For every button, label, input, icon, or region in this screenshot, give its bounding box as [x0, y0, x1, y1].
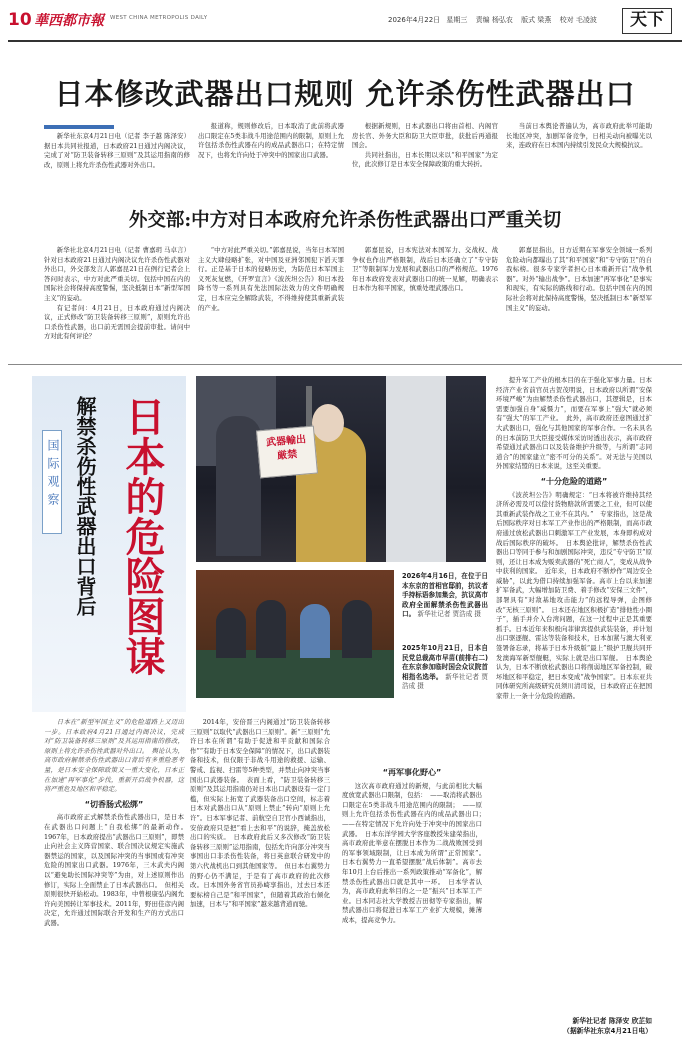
proofreader: 校对 毛凌波 — [559, 16, 597, 24]
feature-tag — [42, 430, 62, 534]
feature-text-a: 高市政府正式解禁杀伤性武器出口，是日本在武器出口问题上“自我松绑”的最新动作。 1967年，日本政府提出“武器出口三原则”，即禁止向社会主义阵营国家、联合国决议规定实施武器禁运的国家，以及国际冲突的当事国或有冲突危险的国家出口武器。1976年，三木武夫内阁以“避免助长国际冲突等”为由，对上述原则作出修订，实际上全面禁止了日本武器出口。 但相关原则很快开始松动。1983年，中曾根康弘内阁允许向美国转让军事技术。2011年，野田佳彦内阁决定，允许通过国际联合开发和生产的方式出口武器。 — [44, 813, 191, 927]
page-header — [0, 0, 690, 44]
feature-col3 — [342, 718, 489, 1044]
feature-title-box — [32, 376, 186, 712]
story1-para2: 报道称，规则修改后，日本取消了此前将武器出口限定在5类非战斗用途范围内的限制，原则上允许包括杀伤性武器在内的成品武器出口；在特定情况下，也将允许向处于冲突中的国家出口武器。 — [198, 122, 344, 159]
story1-para3: 根据新规则，日本武器出口将由首相、内阁官房长官、外务大臣和防卫大臣审批，获批后再通报国会。 — [352, 122, 498, 150]
story1-col1 — [44, 132, 190, 198]
feature-byline — [496, 1016, 652, 1036]
story2-para5: 郭嘉昆指出，日方近期在军事安全领域一系列危险动向都曝出了其“和平国家”和“专守防卫”的自我标榜。很多专家学者担心日本重新开启“战争机器”。对外“输出战争”。日本加速“再军事化”是事实和现实，有实际的路线和行动。包括中国在内的国际社会将对此保持高度警惕，坚决抵制日本“新型军国主义”的妄动。 — [506, 246, 652, 312]
subhead-2: “再军事化野心” — [382, 768, 442, 777]
feature-col2 — [190, 718, 330, 1044]
blue-accent-bar — [44, 125, 114, 129]
byline-reporters: 新华社记者 陈泽安 欣芷如 — [572, 1017, 652, 1025]
story1-para5: 当前日本舆论普遍认为，高市政府此举可能助长地区冲突，加剧军备竞争，日相关动向被曝光以来，连政府在日本国内持续引发民众大规模抗议。 — [506, 122, 652, 150]
story2-para2: 有记者问：4月21日，日本政府通过内阁决议，正式修改“防卫装备转移三原则”，原则允许出口杀伤性武器，出口前无需国会提前审批。请问中方对此有何评论？ — [44, 303, 190, 341]
feature-tag-text: 国际观察 — [46, 439, 60, 511]
photo2-caption — [402, 644, 488, 692]
person-right — [386, 376, 446, 562]
headline-main: 日本修改武器出口规则 允许杀伤性武器出口 — [54, 77, 636, 111]
photo2-credit: 新华社记者 贾浩成 摄 — [402, 672, 489, 691]
feature-text-b: 2014年，安倍晋三内阁通过“防卫装备转移三原则”以取代“武器出口三原则”。新“三原则”允许日本在所谓“有助于促进和平贡献和国际合作”“有助于日本安全保障”的情况下，出口武器装备和技术，但仅限于非战斗用途的救援、运输、警戒、监视、扫雷等5种类型，并禁止向冲突当事国出口武器装备。 表面上看，“防卫装备转移三原则”及其运用指南仍对日本出口武器设有一定门槛，但实际上拓宽了武器装备出口空间，标志着日本对武器出口从“原则上禁止”转向“原则上允许”。日本军事记者、前航空自卫官小西诚指出，安倍政府只是把“看上去和平”的说辞，掩盖放松出口的实质。 日本政府此后又多次修改“防卫装备转移三原则”运用指南，包括允许向部分冲突当事国出口非杀伤性装备，将日英意联合研发中的第六代战机出口到其他国家等。 但日本右翼势力的野心仍不满足，于是有了高市政府的此次修改。日本国外务省官员孙崎享指出，过去日本还要标榜自己是“和平国家”，但随着其政治右倾化加速，日本与“和平国家”越来越背道而驰。 — [190, 718, 330, 909]
header-meta — [388, 15, 597, 25]
header-rule — [8, 40, 682, 42]
editor: 责编 杨弘农 — [475, 16, 513, 24]
page-number: 10 — [8, 10, 32, 30]
person-center-head — [312, 404, 344, 442]
story2-col4 — [506, 246, 652, 358]
person-left — [216, 416, 261, 556]
section-divider — [8, 364, 682, 365]
figure-4 — [342, 600, 372, 658]
feature-col4 — [496, 376, 652, 1012]
designer: 版式 梁燕 — [521, 16, 552, 24]
subhead-1: “切香肠式松绑” — [84, 799, 144, 809]
feature-title: 日本的危险图谋 — [119, 396, 166, 676]
feature-lead: 日本在“新型军国主义”的危险道路上又迈出一步。日本政府4月21日通过内阁决议，完成对“防卫装备转移三原则”及其运用指南的修改，原则上将允许杀伤性武器对外出口。 舆论认为，高市政府解禁杀伤性武器出口背后有多重险恶考量，是日本安全保障政策又一重大变化，日本正在加速“再军事化”步伐，重新开启战争机器，这将严重危及地区和平稳定。 — [44, 718, 184, 794]
photo1-credit: 新华社记者 贾浩成 摄 — [417, 610, 482, 619]
figure-3 — [300, 604, 330, 658]
feature-text-e: 《波茨坦公告》明确规定：“日本将被许维持其经济所必需及可以偿付货物赔款所需要之工业，但可以使其重新武装作战之工业不在其内。” 专家指出，这是战后国际秩序对日本军工产业作出的严格限制，而高市政府通过放松武器出口刺激军工产业发展，本身即构成对战后国际秩序的破坏。 日本舆论批评，解禁杀伤性武器出口等同于参与和加剧国际冲突，违反“专守防卫”原则，还让日本成为贩卖武器的“死亡商人”，变成从战争中获利的国家。 近年来，日本政府不断炒作“周边安全威胁”，以此为借口持续加强军备。高市上台以来加速扩军备武，大幅增加防卫费、着手修改“安保三文件”，部署具有“对敌基地攻击能力”的远程导弹，企图修改“无核三原则”。 日本还在地区积极扩造“排他性小圈子”，插手并介入台湾问题，在这一过程中正是其重要抓手。日本近年来积极向菲律宾提供武装装备，并计划出口驱逐舰、雷达等装备和技术，日本加紧与澳大利亚签署备忘录，将基于日本升级版“最上”级护卫舰共同开发澳海军新型舰艇，实际上就是出口军舰。 日本舆论认为，日本不断放松武器出口将削弱地区军备控制，破坏地区和平稳定，把日本变成“战争国家”。日本东亚共同体研究所高级研究员须川清司说，日本政府正在把国家带上一条十分危险的道路。 — [496, 490, 652, 700]
issue-weekday: 星期三 — [446, 16, 468, 24]
story1-para4: 共同社指出，日本长期以来以“和平国家”为定位，此次修订是日本安全保障政策的重大转折。 — [352, 150, 498, 169]
feature-subtitle: 解禁杀伤性武器出口背后 — [73, 396, 97, 616]
story2-col1 — [44, 246, 190, 358]
headline-secondary: 外交部:中方对日本政府允许杀伤性武器出口严重关切 — [128, 210, 562, 231]
figure-2 — [256, 600, 286, 658]
story2-para3: “中方对此严重关切。”郭嘉昆说，当年日本军国主义大肆侵略扩张，对中国及亚洲邻国犯下滔天罪行。正是基于日本的侵略历史，为防范日本军国主义死灰复燃，《开罗宣言》《波茨坦公告》和日本投降书等一系列具有先法国际法效力的文件明确规定，日本应完全解除武装，不得维持使其重新武装的产业。 — [198, 246, 344, 312]
story1-lead: 新华社东京4月21日电（记者 李子越 陈泽安）据日本共同社报道，日本政府21日通过内阁决议，完成了对“防卫装备转移三原则”及其运用指南的修改，原则上将允许杀伤性武器对外出口。 — [44, 132, 190, 169]
protest-sign-text: 武器輸出 厳禁 — [265, 434, 307, 462]
story1-col3 — [352, 122, 498, 198]
photo2-caption-text: 2025年10月21日，日本自民党总裁高市早苗(前排右二)在东京参加临时国会众议院首相指名选举。 — [402, 644, 488, 681]
photo1-caption-text: 2026年4月16日，在位于日本东京的首相官邸前，抗议者手持标语参加集会，抗议高市政府全面解禁杀伤性武器出口。 — [402, 572, 488, 619]
parliament-photo — [196, 570, 394, 698]
feature-text-d: 提升军工产业的根本目的在于强化军事力量。日本经济产业省前官员古贺茂明说，日本政府以所谓“安保环境严峻”为由解禁杀伤性武器出口，其逻辑是，日本需要加强自身“威慑力”，而要在军事上“强大”就必须有“强大”的军工产业。 此外，高市政府还意图通过扩大武器出口，强化与其他国家的军事合作。一名未具名的日本前防卫大臣接受媒体采访时透出表示，高市政府希望通过武器出口以及装备维护升级等，与所谓“志同道合”的国家建立“密不可分的关系”。对无法与美国以外国家结盟的日本来说，这至关重要。 — [496, 376, 652, 471]
issue-date: 2026年4月22日 — [388, 16, 441, 24]
feature-col1 — [44, 718, 191, 1044]
story1-col2 — [198, 122, 344, 198]
story2-col3 — [352, 246, 498, 358]
figure-1 — [216, 608, 246, 658]
section-name: 天下 — [622, 8, 672, 34]
brand-english: WEST CHINA METROPOLIS DAILY — [110, 15, 208, 21]
brand-logo: 華西都市報 — [34, 13, 104, 29]
story2-col2 — [198, 246, 344, 358]
story2-para1: 新华社北京4月21日电（记者 曹嘉玥 马卓言）针对日本政府21日通过内阁决议允许杀伤性武器对外出口，外交部发言人郭嘉昆21日在例行记者会上答问时表示，中方对此严重关切。包括中国在内的国际社会将保持高度警惕，坚决抵制日本“新型军国主义”的妄动。 — [44, 246, 190, 302]
subhead-3: “十分危险的道路” — [540, 476, 608, 486]
protest-photo — [196, 376, 486, 562]
story2-para4: 郭嘉昆说，日本宪法对本国军力、交战权、战争权也作出严格限制，战后日本还确立了“专守防卫”等限制军力发展和武器出口的严格规范。1976年日本政府发表对武器出口的统一见解，明确表示日本作为和平国家，慎重处理武器出口。 — [352, 246, 498, 293]
photo1-caption — [402, 572, 488, 620]
story1-col4 — [506, 122, 652, 198]
protest-sign — [256, 426, 318, 479]
feature-text-c: 这次高市政府通过的新规，与此前相比大幅度放宽武器出口限制，包括： ——取消将武器出口限定在5类非战斗用途范围内的限制； ——原则上允许包括杀伤性武器在内的成品武器出口； ——在特定情况下允许向处于冲突中的国家出口武器。 日本东洋学园大学客座教授朱建荣指出，高市政府此举意在摆脱日本作为二战战败国受到的军事领域限制，让日本成为所谓“正常国家”。 日本右翼势力一直希望摆脱“战后体制”。高市去年10月上台后推出一系列政策推动“军备化”，解禁杀伤性武器出口就是其中一环。 日本学者认为，高市政府此举目的之一是“振兴”日本军工产业。日本同志社大学教授吉田彻等专家指出，解禁武器出口将促进日本军工产业扩大规模，摊薄成本，提高竞争力。 — [342, 781, 489, 924]
byline-source: （据新华社东京4月21日电） — [563, 1027, 652, 1035]
